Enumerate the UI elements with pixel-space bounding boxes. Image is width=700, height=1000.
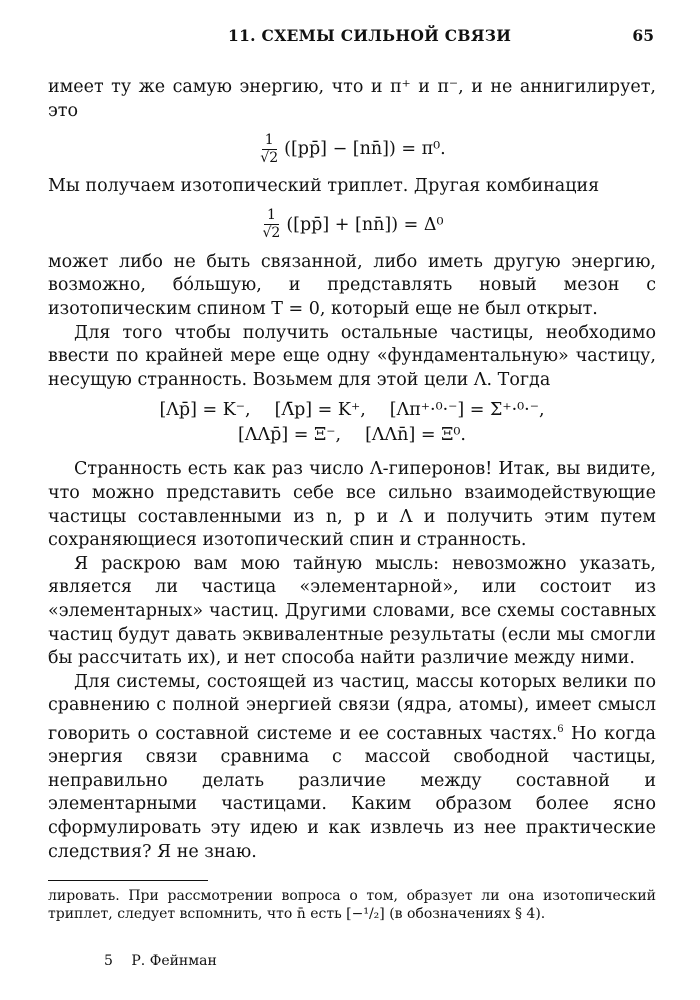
page-number: 65	[632, 26, 654, 45]
main-text	[48, 76, 656, 864]
equation-line-1	[48, 398, 656, 423]
printer-signature	[104, 953, 217, 969]
paragraph-7	[48, 671, 656, 865]
fraction	[261, 207, 283, 242]
signature-name: Р. Фейнман	[131, 953, 217, 969]
chapter-title: 11. СХЕМЫ СИЛЬНОЙ СВЯЗИ	[228, 26, 512, 45]
eq-xi-zero: [ΛΛn̄] = Ξ⁰.	[365, 425, 466, 446]
eq-xi-minus: [ΛΛp̄] = Ξ⁻,	[238, 425, 342, 446]
paragraph-1: имеет ту же самую энергию, что и π⁺ и π⁻, и не аннигилирует, это	[48, 77, 656, 121]
equation-pi0	[48, 125, 656, 173]
equation-line-2	[48, 423, 656, 448]
paragraph-3: может либо не быть связанной, либо иметь другую энергию, возможно, бо́льшую, и представлять новый мезон с изотопическим спином T = 0, который еще не был открыт.	[48, 251, 656, 319]
footnote-divider	[48, 880, 208, 881]
paragraph-7-part-1: Для системы, состоящей из частиц, массы которых велики по сравнению с полной энергией связи (ядра, атомы), имеет смысл говорить о составной системе и ее составных частях.	[48, 671, 656, 744]
footnote-marker[interactable]: 6	[557, 723, 564, 735]
equation-delta0	[48, 201, 656, 249]
equation-body: ([pp̄] − [nn̄]) = π⁰.	[284, 139, 446, 160]
paragraph-5: Странность есть как раз число Λ-гиперонов! Итак, вы видите, что можно представить себе все сильно взаимодействующие частицы составленными из n, p и Λ и получить этим путем сохраняющиеся изотопический спин и странность.	[48, 459, 656, 551]
fraction-denominator: √2	[260, 149, 279, 166]
fraction-numerator: 1	[262, 132, 277, 150]
paragraph-7-part-2: Но когда энергия связи сравнима с массой свободной частицы, неправильно делать различие между составной и элементарными частицами. Каким образом более ясно сформулировать эту идею и как извлечь из нее практические следствия? Я не знаю.	[48, 723, 656, 862]
running-header	[48, 26, 654, 50]
equation-body: ([pp̄] + [nn̄]) = Δ⁰	[286, 214, 444, 235]
paragraph-4: Для того чтобы получить остальные частицы, необходимо ввести по крайней мере еще одну «фундаментальную» частицу, несущую странность. Возьмем для этой цели Λ. Тогда	[48, 322, 656, 390]
footnote: лировать. При рассмотрении вопроса о том, образует ли она изотопический триплет, следует вспомнить, что n̄ есть [−¹/₂] (в обозначениях § 4).	[48, 888, 656, 922]
fraction-denominator: √2	[262, 225, 281, 242]
signature-number: 5	[104, 953, 113, 969]
eq-sigma: [Λπ⁺·⁰·⁻] = Σ⁺·⁰·⁻,	[389, 400, 545, 421]
eq-k-minus: [Λp̄] = K⁻,	[159, 400, 251, 421]
equation-strange-particles	[48, 398, 656, 448]
fraction-numerator: 1	[264, 207, 279, 225]
paragraph-2: Мы получаем изотопический триплет. Другая комбинация	[48, 176, 600, 197]
fraction	[258, 132, 280, 167]
eq-k-plus: [Λ̄p] = K⁺,	[274, 400, 366, 421]
paragraph-6: Я раскрою вам мою тайную мысль: невозможно указать, является ли частица «элементарной», или состоит из «элементарных» частиц. Другими словами, все схемы составных частиц будут давать эквивалентные результаты (если мы смогли бы рассчитать их), и нет способа найти различие между ними.	[48, 553, 656, 669]
